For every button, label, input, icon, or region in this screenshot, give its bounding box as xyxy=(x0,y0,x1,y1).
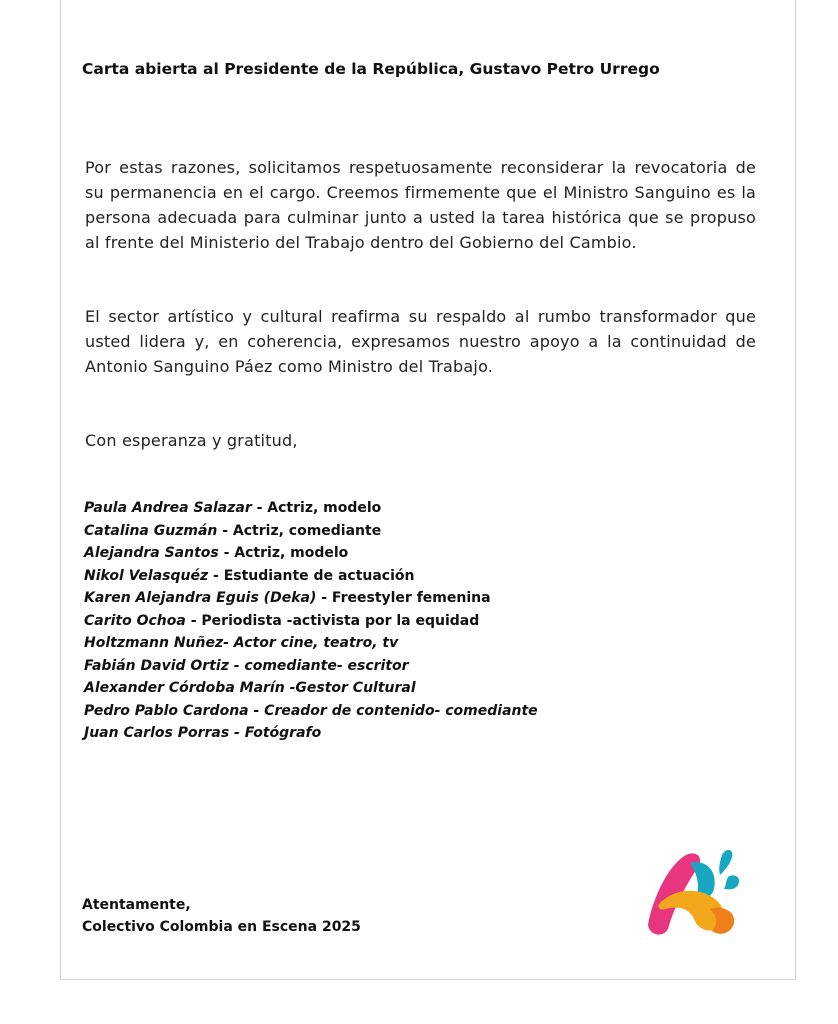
signatory-item xyxy=(84,632,538,655)
signatory-role: - Actriz, modelo xyxy=(251,500,382,516)
signatory-list xyxy=(84,497,538,745)
logo-blue-splash-1 xyxy=(719,850,732,875)
signatory-name: Fabián David Ortiz xyxy=(84,657,229,674)
signatory-role: - Fotógrafo xyxy=(229,725,322,741)
signatory-role: - Periodista -activista por la equidad xyxy=(185,612,480,629)
letter-page xyxy=(60,0,796,980)
signatory-item xyxy=(84,655,538,678)
signatory-name: Juan Carlos Porras xyxy=(84,725,230,741)
signatory-role: - Estudiante de actuación xyxy=(208,567,415,584)
signatory-item xyxy=(84,497,538,520)
signatory-item xyxy=(84,587,538,610)
signatory-role: -Gestor Cultural xyxy=(284,680,416,696)
signatory-name: Paula Andrea Salazar xyxy=(84,500,252,516)
signatory-item xyxy=(84,722,538,745)
signatory-name: Holtzmann Nuñez xyxy=(84,635,224,651)
signatory-name: Carito Ochoa xyxy=(84,612,186,629)
signatory-item xyxy=(84,520,538,543)
signatory-role: - Actriz, comediante xyxy=(217,522,382,539)
signatory-role: - Actor cine, teatro, tv xyxy=(223,635,399,651)
letter-title: Carta abierta al Presidente de la República, Gustavo Petro Urrego xyxy=(82,60,660,78)
signoff-greeting: Atentamente, xyxy=(82,897,191,913)
signatory-item xyxy=(84,542,538,565)
paragraph-1: Por estas razones, solicitamos respetuosamente reconsiderar la revocatoria de su permanencia en el cargo. Creemos firmemente que el Ministro Sanguino es la persona adecuada para culminar junto a usted la tarea histórica que se propuso al frente del Ministerio del Trabajo dentro del Gobierno del Cambio. xyxy=(85,158,756,252)
signoff-collective: Colectivo Colombia en Escena 2025 xyxy=(82,919,361,935)
signatory-name: Alejandra Santos xyxy=(84,545,219,561)
signatory-name: Pedro Pablo Cardona xyxy=(84,702,249,719)
signatory-name: Karen Alejandra Eguis (Deka) xyxy=(84,590,317,606)
signatory-item xyxy=(84,700,538,723)
signatory-item xyxy=(84,677,538,700)
signatory-role: - Actriz, modelo xyxy=(218,545,349,561)
signoff-block xyxy=(82,894,361,938)
signatory-item xyxy=(84,610,538,633)
colombia-en-escena-a-logo-icon xyxy=(638,845,748,940)
closing-line: Con esperanza y gratitud, xyxy=(85,431,298,450)
signatory-name: Alexander Córdoba Marín xyxy=(84,680,285,696)
signatory-role: - Freestyler femenina xyxy=(316,590,491,606)
signatory-name: Nikol Velasquéz xyxy=(84,567,209,584)
signatory-role: - Creador de contenido- comediante xyxy=(248,702,538,719)
signatory-name: Catalina Guzmán xyxy=(84,522,218,539)
signatory-item xyxy=(84,565,538,588)
paragraph-2: El sector artístico y cultural reafirma su respaldo al rumbo transformador que usted lidera y, en coherencia, expresamos nuestro apoyo a la continuidad de Antonio Sanguino Páez como Ministro del Trabajo. xyxy=(85,307,756,376)
signatory-role: - comediante- escritor xyxy=(228,657,409,674)
logo-blue-splash-2 xyxy=(724,875,739,889)
